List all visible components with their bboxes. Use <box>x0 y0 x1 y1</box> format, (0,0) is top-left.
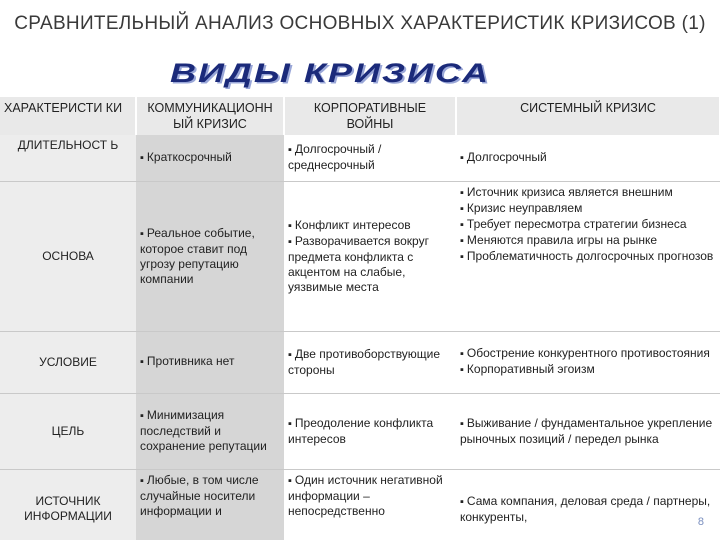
header-communication-crisis: КОММУНИКАЦИОНН ЫЙ КРИЗИС <box>136 97 284 135</box>
table-row <box>0 393 720 469</box>
cell-text: ▪ Реальное событие, которое ставит под угрозу репутацию компании <box>140 226 280 287</box>
cell-text: ▪ Обострение конкурентного противостояния <box>460 346 716 362</box>
cell-text: ▪ Сама компания, деловая среда / партнеры, конкуренты, <box>460 494 716 525</box>
header-systemic-crisis: СИСТЕМНЫЙ КРИЗИС <box>456 97 720 135</box>
cell-text: ▪ Любые, в том числе случайные носители информации и <box>140 473 280 519</box>
cell-text: ▪ Проблематичность долгосрочных прогнозов <box>460 249 716 265</box>
cell-text: ▪ Разворачивается вокруг предмета конфликта с акцентом на слабые, уязвимые места <box>288 234 452 295</box>
cell-text: ▪ Конфликт интересов <box>288 218 452 234</box>
cell-text: ▪ Кризис неуправляем <box>460 201 716 217</box>
cell-text: ▪ Требует пересмотра стратегии бизнеса <box>460 217 716 233</box>
slide-title: СРАВНИТЕЛЬНЫЙ АНАЛИЗ ОСНОВНЫХ ХАРАКТЕРИСТИК КРИЗИСОВ (1) <box>14 13 706 34</box>
cell-text: ▪ Долгосрочный /среднесрочный <box>288 142 452 173</box>
header-corporate-wars: КОРПОРАТИВНЫЕ ВОЙНЫ <box>284 97 456 135</box>
row-label-goal: ЦЕЛЬ <box>0 393 136 469</box>
table-row <box>0 135 720 181</box>
row-label-info-source: ИСТОЧНИК ИНФОРМАЦИИ <box>0 469 136 540</box>
cell-text: ▪ Источник кризиса является внешним <box>460 185 716 201</box>
table-row <box>0 469 720 540</box>
cell-text: ▪ Противника нет <box>140 354 280 370</box>
row-label-duration: ДЛИТЕЛЬНОСТ Ь <box>0 135 136 181</box>
table-row <box>0 331 720 393</box>
cell-text: ▪ Преодоление конфликта интересов <box>288 416 452 447</box>
comparison-table <box>0 97 720 540</box>
page-number: 8 <box>697 516 704 528</box>
comparison-table-container <box>0 97 720 540</box>
row-label-condition: УСЛОВИЕ <box>0 331 136 393</box>
cell-text: ▪ Две противоборствующие стороны <box>288 347 452 378</box>
cell-text: ▪ Краткосрочный <box>140 150 280 166</box>
header-characteristics: ХАРАКТЕРИСТИ КИ <box>0 97 136 135</box>
cell-text: ▪ Корпоративный эгоизм <box>460 362 716 378</box>
slide-subtitle: ВИДЫ КРИЗИСА <box>169 57 491 88</box>
cell-text: ▪ Минимизация последствий и сохранение репутации <box>140 408 280 454</box>
table-header-row <box>0 97 720 135</box>
cell-text: ▪ Выживание / фундаментальное укрепление рыночных позиций / передел рынка <box>460 416 716 447</box>
cell-text: ▪ Долгосрочный <box>460 150 716 166</box>
cell-text: ▪ Меняются правила игры на рынке <box>460 233 716 249</box>
table-row <box>0 181 720 331</box>
cell-text: ▪ Один источник негативной информации – непосредственно <box>288 473 452 519</box>
row-label-basis: ОСНОВА <box>0 181 136 331</box>
